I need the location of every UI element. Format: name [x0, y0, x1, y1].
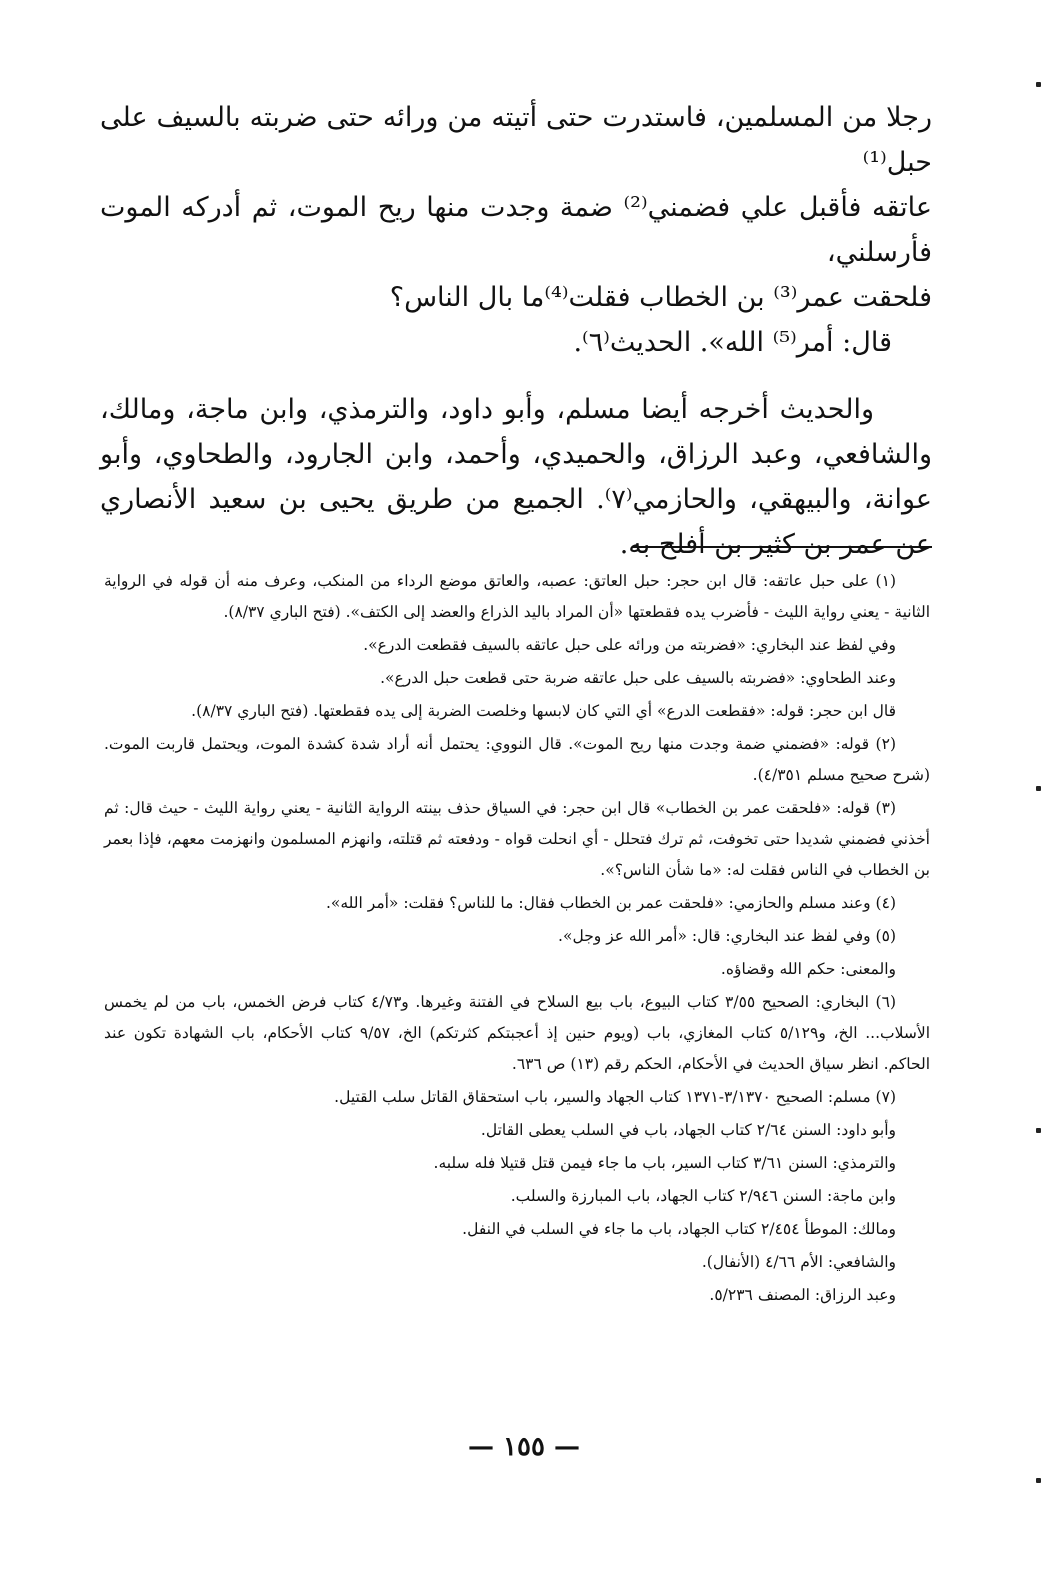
footnote: وعبد الرزاق: المصنف ٥/٢٣٦. — [709, 1286, 896, 1304]
footnote: وعند الطحاوي: «فضربته بالسيف على حبل عاتقه ضربة حتى قطعت حبل الدرع». — [380, 669, 896, 687]
footnote: ومالك: الموطأ ٢/٤٥٤ كتاب الجهاد، باب ما جاء في السلب في النفل. — [462, 1220, 896, 1238]
margin-mark — [1036, 786, 1041, 791]
main-line-4: قال: أمر⁽⁵⁾ الله». الحديث⁽٦⁾. — [573, 327, 892, 358]
page-number: — ١٥٥ — — [467, 1432, 581, 1462]
footnotes — [104, 566, 930, 1313]
footnote: (٢) قوله: «فضمني ضمة وجدت منها ريح الموت». قال النووي: يحتمل أنه أراد شدة كشدة الموت، ويحتمل قاربت الموت. (شرح صحيح مسلم ٤/٣٥١). — [104, 735, 930, 784]
footnote: وابن ماجة: السنن ٢/٩٤٦ كتاب الجهاد، باب المبارزة والسلب. — [510, 1187, 896, 1205]
footnote: وأبو داود: السنن ٢/٦٤ كتاب الجهاد، باب في السلب يعطى القاتل. — [480, 1121, 896, 1139]
footnote: والمعنى: حكم الله وقضاؤه. — [720, 960, 896, 978]
footnote: (٣) قوله: «فلحقت عمر بن الخطاب» قال ابن حجر: في السياق حذف بينته الرواية الثانية - يعني رواية الليث - حيث قال: ثم أخذني فضمني شديدا حتى تخوفت، ثم ترك فتحلل - أي انحلت قواه - ودفعته ثم قتلته، وانهزم المسلمون وانهزمت معهم، فإذا بعمر بن الخطاب في الناس فقلت له: «ما شأن الناس؟». — [104, 799, 930, 879]
main-line-2: عاتقه فأقبل علي فضمني⁽²⁾ ضمة وجدت منها ريح الموت، ثم أدركه الموت فأرسلني، — [100, 192, 932, 268]
footnote: وفي لفظ عند البخاري: «فضربته من ورائه على حبل عاتقه بالسيف فقطعت الدرع». — [363, 636, 896, 654]
footnote: (٥) وفي لفظ عند البخاري: قال: «أمر الله عز وجل». — [558, 927, 896, 945]
footnote: (١) على حبل عاتقه: قال ابن حجر: حبل العاتق: عصبه، والعاتق موضع الرداء من المنكب، وعرف منه أن قوله في الرواية الثانية - يعني رواية الليث - فأضرب يده فقطعتها «أن المراد باليد الذراع والعضد إلى الكتف». (فتح الباري ٨/٣٧). — [104, 572, 930, 621]
margin-mark — [1036, 1478, 1041, 1483]
main-line-1: رجلا من المسلمين، فاستدرت حتى أتيته من ورائه حتى ضربته بالسيف على حبل⁽¹⁾ — [100, 102, 932, 178]
footnote: (٧) مسلم: الصحيح ٣/١٣٧٠-١٣٧١ كتاب الجهاد والسير، باب استحقاق القاتل سلب القتيل. — [334, 1088, 896, 1106]
margin-mark — [1036, 1128, 1041, 1133]
margin-mark — [1036, 82, 1041, 87]
main-paragraph-2: والحديث أخرجه أيضا مسلم، وأبو داود، والترمذي، وابن ماجة، ومالك، والشافعي، وعبد الرزاق، والحميدي، وأحمد، وابن الجارود، والطحاوي، وأبو عوانة، والبيهقي، والحازمي⁽٧⁾. الجميع من طريق يحيى بن سعيد الأنصاري عن عمر بن كثير بن أفلح به. — [100, 394, 933, 560]
footnote: والترمذي: السنن ٣/٦١ كتاب السير، باب ما جاء فيمن قتل قتيلا فله سلبه. — [433, 1154, 896, 1172]
main-body — [100, 95, 932, 567]
footnote: (٤) وعند مسلم والحازمي: «فلحقت عمر بن الخطاب فقال: ما للناس؟ فقلت: «أمر الله». — [325, 894, 896, 912]
main-line-3: فلحقت عمر⁽³⁾ بن الخطاب فقلت⁽⁴⁾ما بال الناس؟ — [389, 282, 932, 313]
footnote-separator — [632, 546, 932, 548]
footnote: والشافعي: الأم ٤/٦٦ (الأنفال). — [701, 1253, 896, 1271]
footnote: قال ابن حجر: قوله: «فقطعت الدرع» أي التي كان لابسها وخلصت الضربة إلى يده فقطعتها. (فتح الباري ٨/٣٧). — [191, 702, 896, 720]
footnote: (٦) البخاري: الصحيح ٣/٥٥ كتاب البيوع، باب بيع السلاح في الفتنة وغيرها. و٤/٧٣ كتاب فرض الخمس، باب من لم يخمس الأسلاب... الخ، و٥/١٢٩ كتاب المغازي، باب (ويوم حنين إذ أعجبتكم كثرتكم) الخ، ٩/٥٧ كتاب الأحكام، باب الشهادة تكون عند الحاكم. انظر سياق الحديث في الأحكام، الحكم رقم (١٣) ص ٦٣٦. — [104, 993, 930, 1073]
main-text — [100, 95, 932, 567]
